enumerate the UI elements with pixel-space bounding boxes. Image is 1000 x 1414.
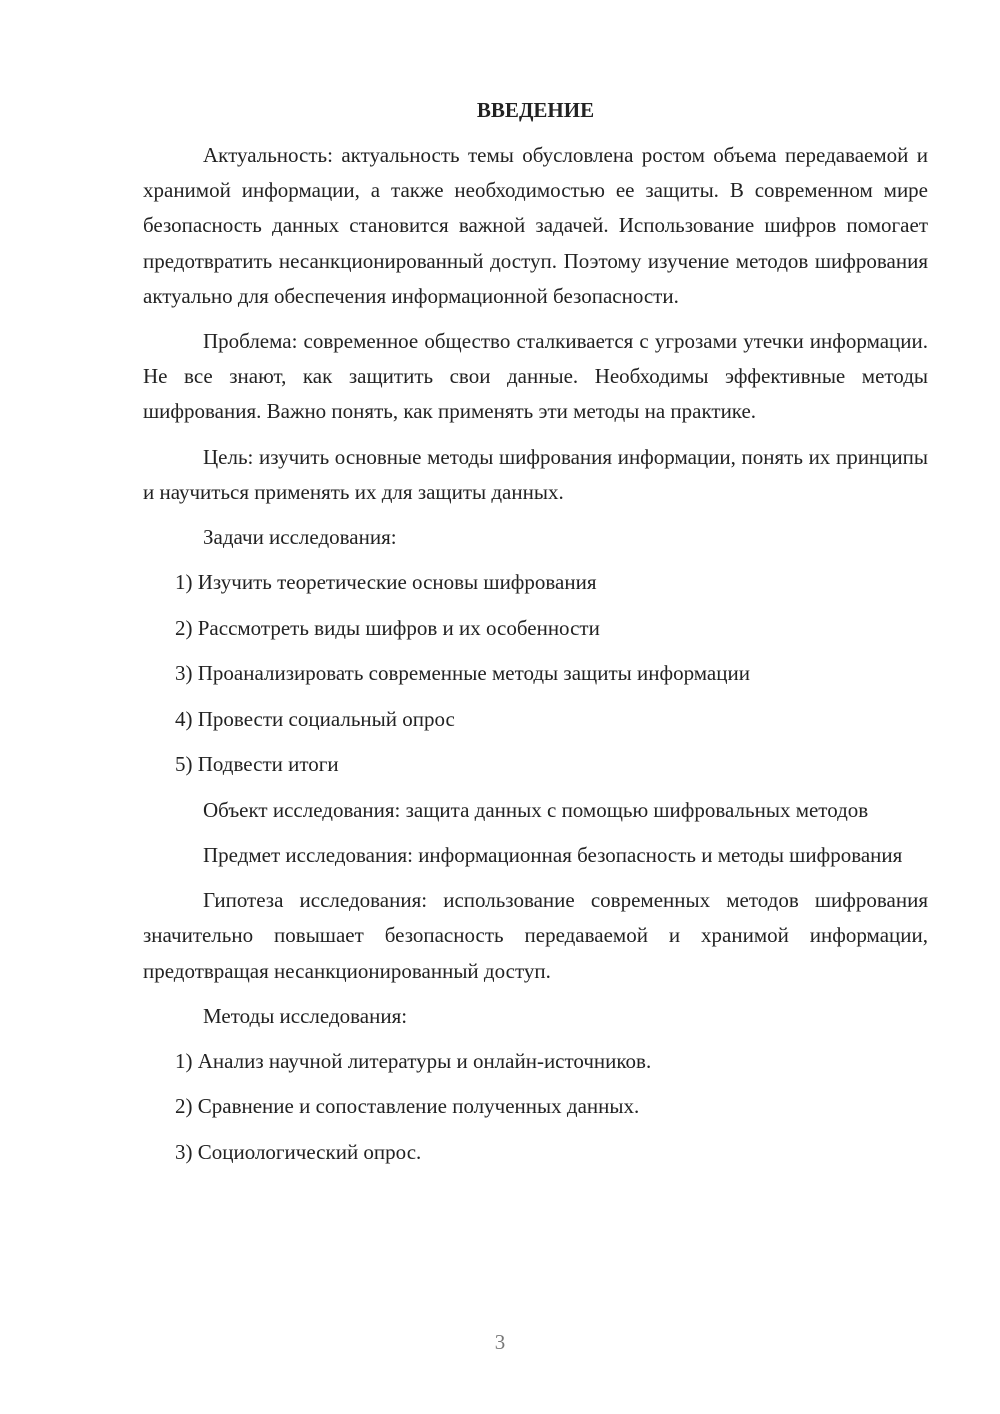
relevance-paragraph: Актуальность: актуальность темы обусловлена ростом объема передаваемой и хранимой информации, а также необходимостью ее защиты. В современном мире безопасность данных становится важной задачей. Использование шифров помогает предотвратить несанкционированный доступ. Поэтому изучение методов шифрования актуально для обеспечения информационной безопасности. <box>143 143 928 308</box>
page-content <box>143 93 928 1180</box>
tasks-list <box>143 565 928 782</box>
object-paragraph: Объект исследования: защита данных с помощью шифровальных методов <box>203 797 869 822</box>
page-number: 3 <box>494 1330 506 1354</box>
list-item: 2) Рассмотреть виды шифров и их особенности <box>175 615 600 640</box>
list-item: 4) Провести социальный опрос <box>175 706 455 731</box>
subject-paragraph: Предмет исследования: информационная безопасность и методы шифрования <box>203 842 903 867</box>
list-item: 5) Подвести итоги <box>175 752 339 777</box>
list-item: 1) Изучить теоретические основы шифрования <box>175 570 597 595</box>
goal-paragraph: Цель: изучить основные методы шифрования информации, понять их принципы и научиться применять их для защиты данных. <box>143 444 928 504</box>
methods-heading: Методы исследования: <box>203 1003 408 1028</box>
page-title: ВВЕДЕНИЕ <box>476 98 595 122</box>
list-item: 3) Социологический опрос. <box>175 1139 422 1164</box>
problem-paragraph: Проблема: современное общество сталкивается с угрозами утечки информации. Не все знают, как защитить свои данные. Необходимы эффективные методы шифрования. Важно понять, как применять эти методы на практике. <box>143 329 928 424</box>
methods-list <box>143 1044 928 1170</box>
list-item: 2) Сравнение и сопоставление полученных данных. <box>175 1094 640 1119</box>
list-item: 3) Проанализировать современные методы защиты информации <box>175 661 750 686</box>
list-item: 1) Анализ научной литературы и онлайн-источников. <box>175 1048 652 1073</box>
hypothesis-paragraph: Гипотеза исследования: использование современных методов шифрования значительно повышает безопасность передаваемой и хранимой информации, предотвращая несанкционированный доступ. <box>143 888 928 983</box>
tasks-heading: Задачи исследования: <box>203 525 397 550</box>
